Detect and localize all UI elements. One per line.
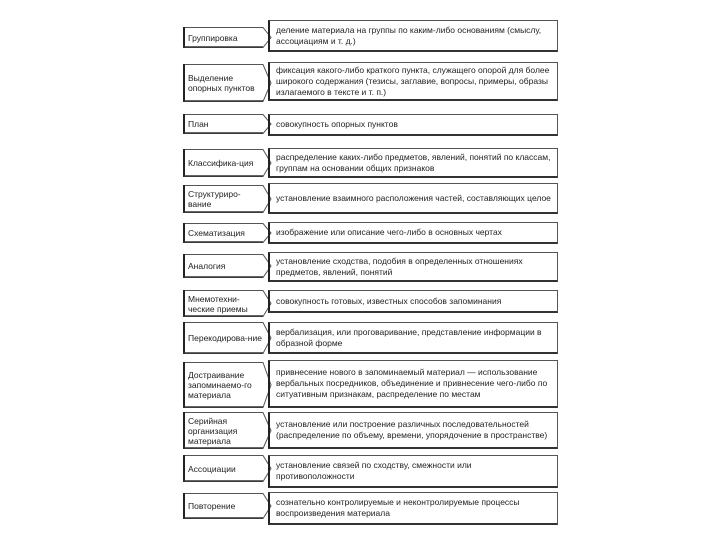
definition-text: сознательно контролируемые и неконтролируемые процессы воспроизведения материала: [276, 497, 520, 518]
term-box: [183, 185, 263, 213]
term-label: Схематизация: [188, 228, 245, 238]
term-box: [183, 27, 263, 48]
definition-box: [268, 412, 558, 449]
definition-text: вербализация, или проговаривание, представление информации в образной форме: [276, 326, 542, 348]
definition-box: [268, 222, 558, 244]
term-label: План: [188, 119, 209, 129]
term-label: Мнемотехни-ческие приемы: [188, 293, 248, 314]
term-label: Перекодирова-ние: [188, 333, 262, 343]
term-label: Ассоциации: [188, 463, 236, 474]
term-box: [183, 322, 263, 354]
definition-text: установление сходства, подобия в определенных отношениях предметов, явлений, понятий: [276, 255, 523, 277]
term-box: [183, 114, 263, 134]
term-label: Классифика-ция: [188, 158, 254, 168]
term-box: [183, 149, 263, 177]
term-box: [183, 493, 263, 519]
definition-box: [268, 62, 558, 101]
definition-text: совокупность готовых, известных способов запоминания: [276, 295, 502, 306]
definition-box: [268, 290, 558, 313]
definition-text: установление взаимного расположения частей, составляющих целое: [276, 192, 551, 203]
definition-box: [268, 322, 558, 354]
term-box: [183, 455, 263, 482]
definition-box: [268, 148, 558, 178]
term-label: Аналогия: [188, 261, 226, 271]
definition-box: [268, 360, 558, 408]
definition-text: привнесение нового в запоминаемый материал — использование вербальных посредников, объединение и привнесение чего-либо по ситуативным признакам, распределение по местам: [276, 367, 548, 399]
term-label: Достраивание запоминаемо-го материала: [188, 370, 252, 400]
definition-text: деление материала на группы по каким-либо основаниям (смыслу, ассоциациям и т. д.): [276, 24, 542, 46]
term-label: Серийная организация материала: [188, 415, 238, 446]
definition-text: изображение или описание чего-либо в основных чертах: [276, 227, 502, 237]
term-label: Группировка: [188, 32, 238, 43]
definition-box: [268, 114, 558, 136]
term-box: [183, 290, 263, 317]
term-label: Повторение: [188, 501, 236, 511]
definition-text: установление или построение различных последовательностей (распределение по объему, времени, упорядочение в пространстве): [276, 419, 548, 440]
definition-box: [268, 492, 558, 525]
term-label: Выделение опорных пунктов: [188, 73, 255, 93]
term-box: [183, 254, 263, 278]
definition-box: [268, 183, 558, 214]
definition-box: [268, 252, 558, 282]
definition-text: фиксация какого-либо краткого пункта, служащего опорой для более широкого содержания (тезисы, заглавие, вопросы, примеры, образы излагаемого в тексте и т. п.): [276, 64, 550, 97]
definition-text: распределение каких-либо предметов, явлений, понятий по классам, группам на основании общих признаков: [276, 151, 551, 173]
definition-box: [268, 20, 558, 52]
term-box: [183, 64, 263, 102]
definition-text: совокупность опорных пунктов: [276, 119, 398, 129]
definition-box: [268, 455, 558, 488]
term-box: [183, 362, 263, 408]
term-box: [183, 223, 263, 243]
definition-text: установление связей по сходству, смежности или противоположности: [276, 460, 472, 481]
term-label: Структуриро-вание: [188, 189, 241, 209]
term-box: [183, 412, 263, 449]
